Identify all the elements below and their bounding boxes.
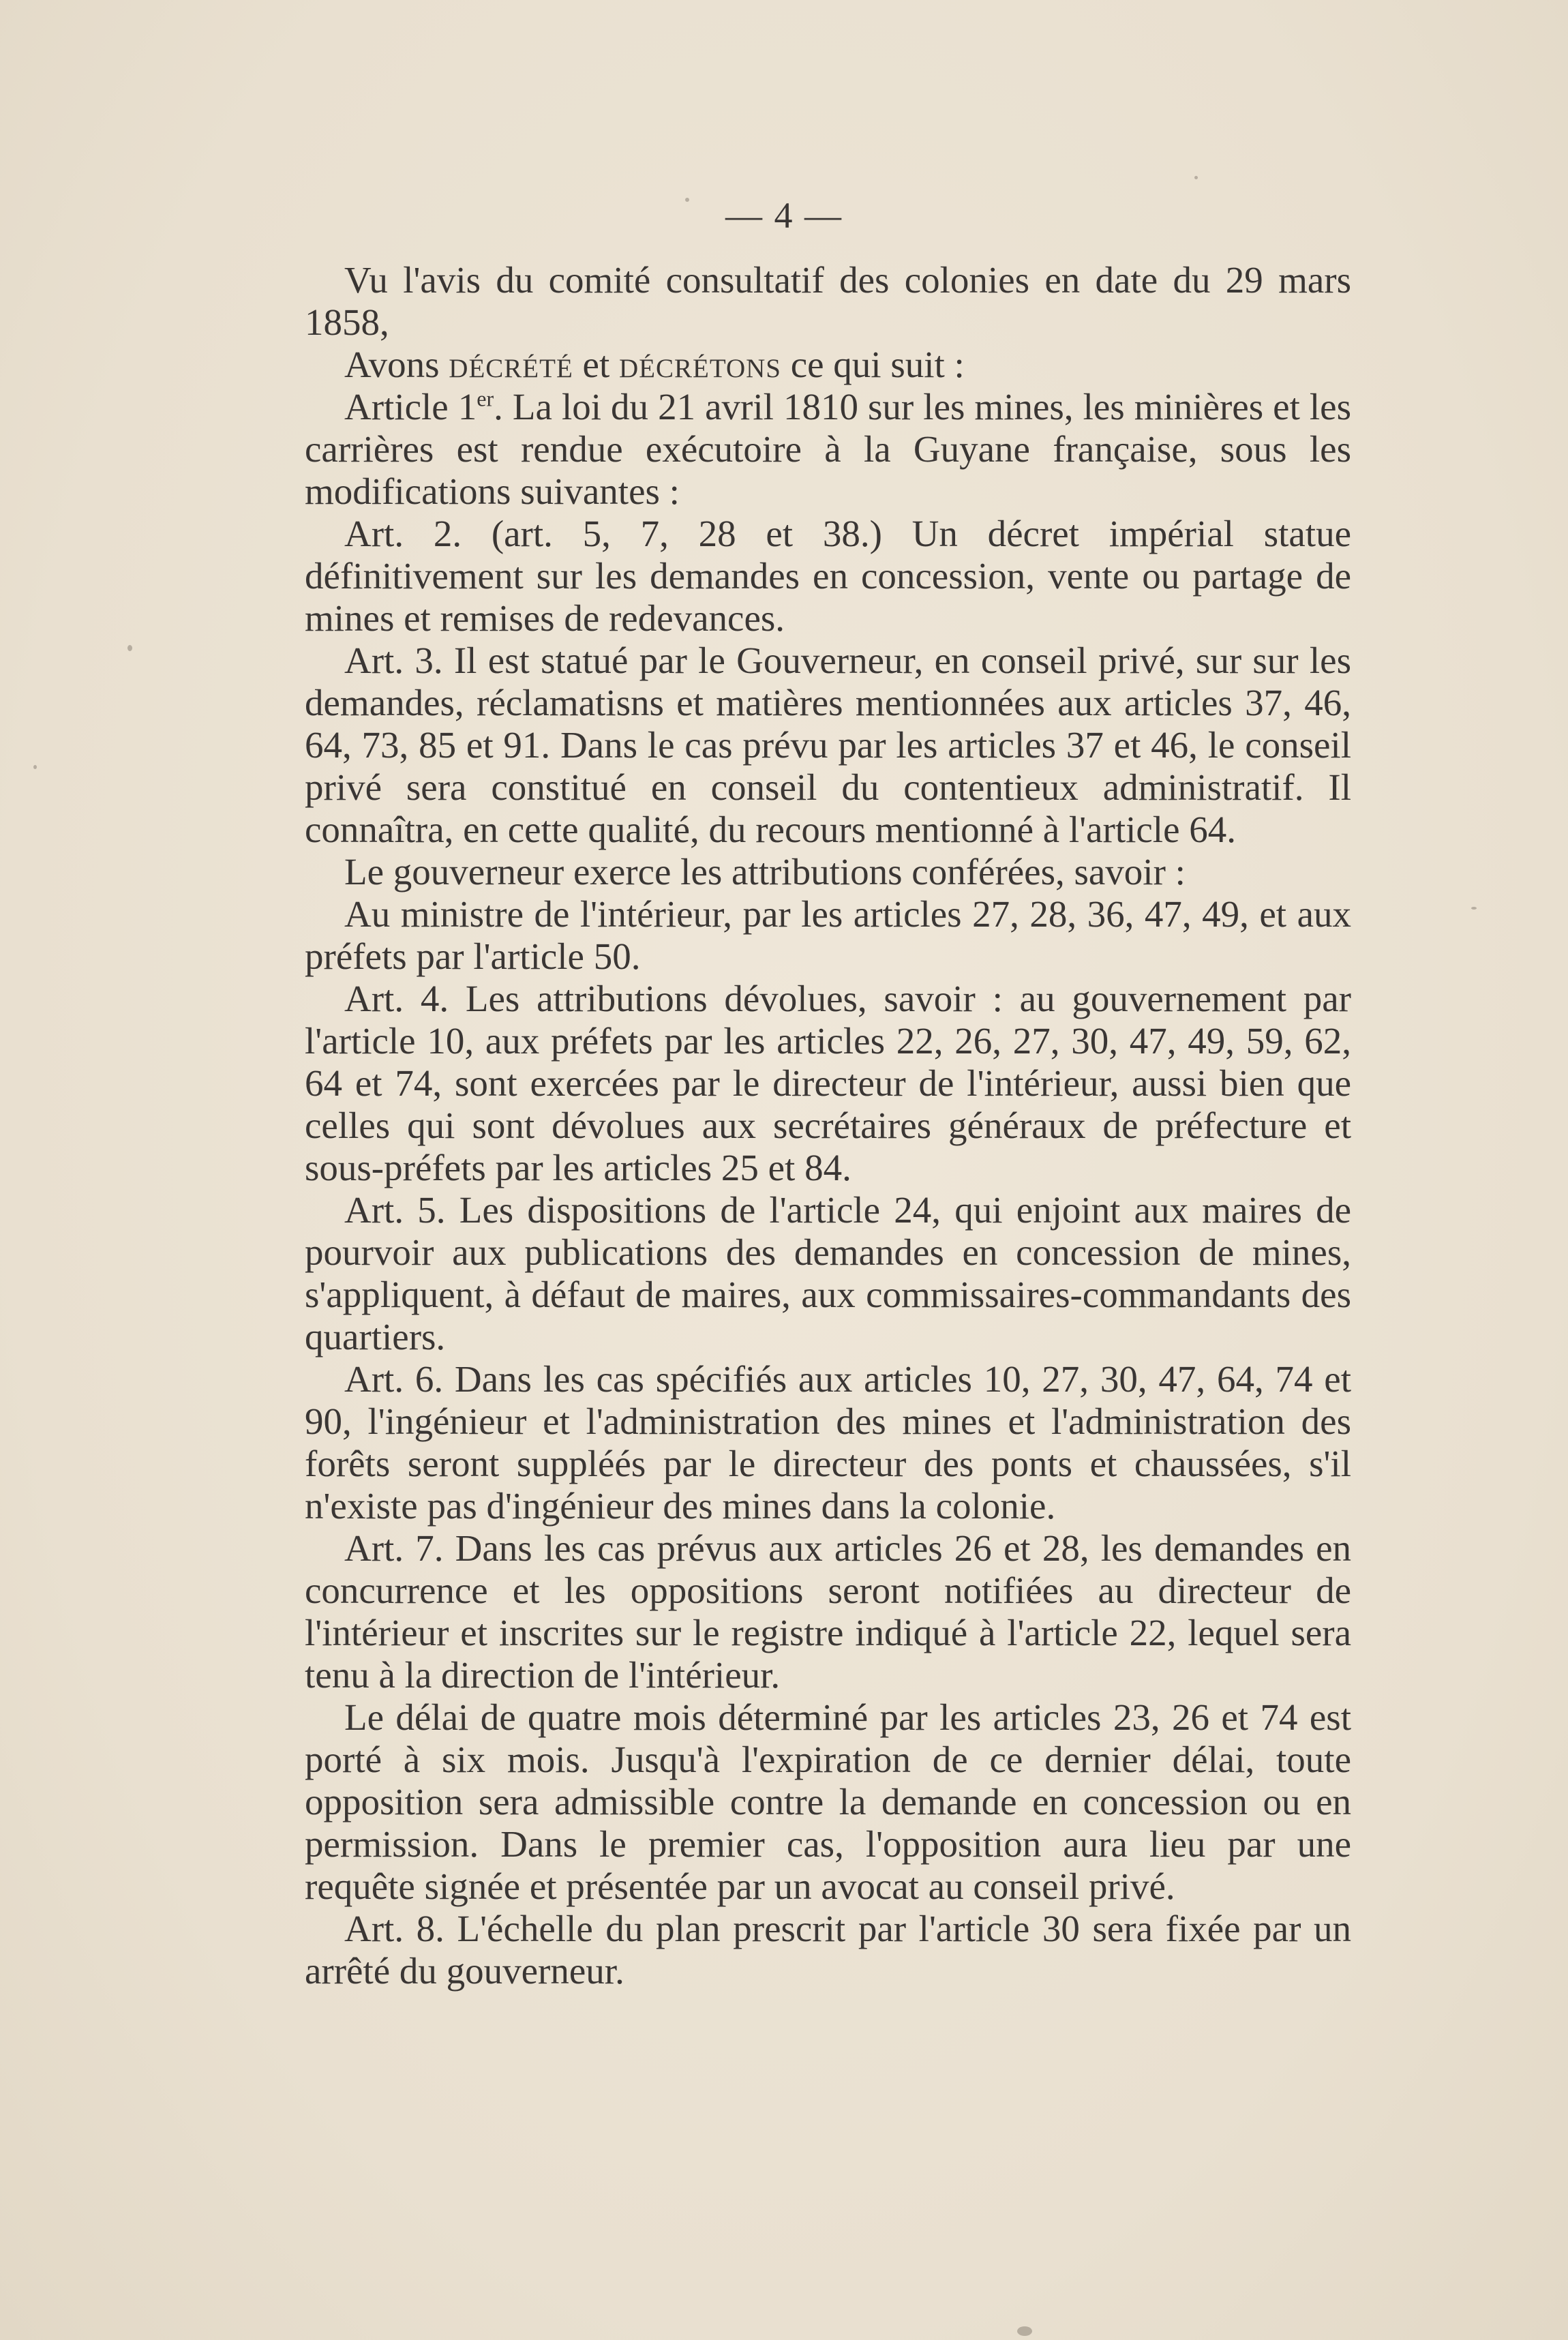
delay-paragraph: Le délai de quatre mois déterminé par les articles 23, 26 et 74 est porté à six mois. Jusqu'à l'expiration de ce dernier délai, toute opposition sera admissible contre la demande en concession ou en permission. Dans le premier cas, l'opposition aura lieu par une requête signée et présentée par un avocat au conseil privé. (305, 1696, 1351, 1907)
decree-word-decrete: décrété (449, 344, 573, 385)
article-1-label: Article 1 (344, 386, 477, 427)
article-4: Art. 4. Les attributions dévolues, savoir : au gouvernement par l'article 10, aux préfets par les articles 22, 26, 27, 30, 47, 49, 59, 62, 64 et 74, sont exercées par le directeur de l'intérieur, aussi bien que celles qui sont dévolues aux secrétaires généraux de préfecture et sous-préfets par les articles 25 et 84. (305, 978, 1351, 1188)
article-7: Art. 7. Dans les cas prévus aux articles 26 et 28, les demandes en concurrence et les oppositions seront notifiées au directeur de l'intérieur et inscrites sur le registre indiqué à l'article 22, lequel sera tenu à la direction de l'intérieur. (305, 1527, 1351, 1696)
governor-powers: Le gouverneur exerce les attributions conférées, savoir : (344, 851, 1186, 892)
preamble-paragraph: Vu l'avis du comité consultatif des colonies en date du 29 mars 1858, (305, 259, 1351, 343)
page-number: — 4 — (725, 195, 843, 236)
article-6: Art. 6. Dans les cas spécifiés aux articles 10, 27, 30, 47, 64, 74 et 90, l'ingénieur et l'administration des mines et l'administration des forêts seront suppléés par le directeur des ponts et chaussées, s'il n'existe pas d'ingénieur des mines dans la colonie. (305, 1358, 1351, 1527)
decree-formula-start: Avons (344, 344, 449, 385)
article-5: Art. 5. Les dispositions de l'article 24, qui enjoint aux maires de pourvoir aux publications des demandes en concession de mines, s'appliquent, à défaut de maires, aux commissaires-commandants des quartiers. (305, 1189, 1351, 1358)
article-3: Art. 3. Il est statué par le Gouverneur, en conseil privé, sur sur les demandes, réclamatisns et matières mentionnées aux articles 37, 46, 64, 73, 85 et 91. Dans le cas prévu par les articles 37 et 46, le conseil privé sera constitué en conseil du contentieux administratif. Il connaîtra, en cette qualité, du recours mentionné à l'article 64. (305, 640, 1351, 850)
body-text (305, 259, 1351, 1992)
paper-speck (1194, 176, 1198, 179)
article-1 (305, 386, 1351, 513)
article-1-text: . La loi du 21 avril 1810 sur les mines, les minières et les carrières est rendue exécutoire à la Guyane française, sous les modifications suivantes : (305, 386, 1351, 512)
article-2: Art. 2. (art. 5, 7, 28 et 38.) Un décret impérial statue définitivement sur les demandes en concession, vente ou partage de mines et remises de redevances. (305, 513, 1351, 639)
decree-formula (305, 344, 1351, 386)
minister-powers: Au ministre de l'intérieur, par les articles 27, 28, 36, 47, 49, et aux préfets par l'article 50. (305, 893, 1351, 977)
paper-speck (1017, 2326, 1032, 2336)
decree-word-decretons: décrétons (618, 344, 781, 385)
article-1-ordinal: er (477, 386, 494, 411)
decree-formula-et: et (573, 344, 619, 385)
paper-speck (1471, 907, 1477, 910)
paper-speck (33, 765, 37, 769)
article-8: Art. 8. L'échelle du plan prescrit par l'article 30 sera fixée par un arrêté du gouverneur. (305, 1908, 1351, 1992)
decree-formula-end: ce qui suit : (781, 344, 965, 385)
paper-speck (127, 645, 132, 651)
